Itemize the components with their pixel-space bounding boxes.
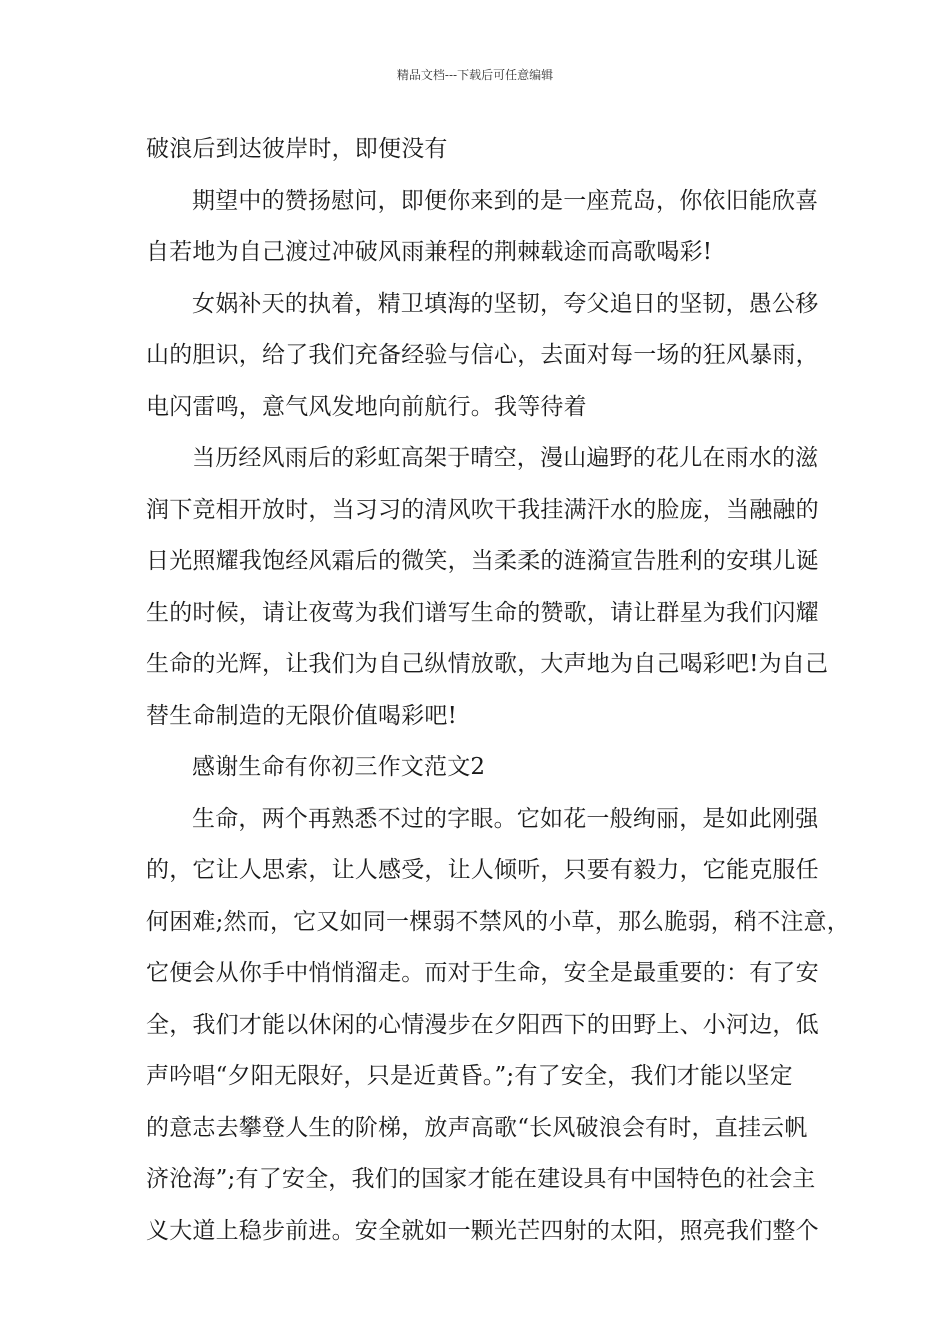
text-line: 电闪雷鸣，意气风发地向前航行。我等待着 xyxy=(146,393,587,420)
text-line: 何困难;然而，它又如同一棵弱不禁风的小草，那么脆弱，稍不注意， xyxy=(146,908,850,935)
paragraph-start-line: 女娲补天的执着，精卫填海的坚韧，夸父追日的坚韧，愚公移 xyxy=(192,290,819,317)
text-line: 替生命制造的无限价值喝彩吧! xyxy=(146,702,458,729)
text-line: 山的胆识，给了我们充备经验与信心，去面对每一场的狂风暴雨， xyxy=(146,342,819,368)
paragraph-start-line: 生命，两个再熟悉不过的字眼。它如花一般绚丽，是如此刚强 xyxy=(192,805,819,832)
text-line: 的意志去攀登人生的阶梯，放声高歌“长风破浪会有时，直挂云帆 xyxy=(146,1114,808,1141)
text-line: 破浪后到达彼岸时，即便没有 xyxy=(146,136,448,162)
document-body xyxy=(146,127,850,1260)
text-line: 自若地为自己渡过冲破风雨兼程的荆棘载途而高歌喝彩! xyxy=(146,239,713,265)
text-line: 义大道上稳步前进。安全就如一颗光芒四射的太阳，照亮我们整个 xyxy=(146,1217,819,1244)
paragraph-start-line: 当历经风雨后的彩虹高架于晴空，漫山遍野的花儿在雨水的滋 xyxy=(192,445,819,471)
text-line: 声吟唱“夕阳无限好，只是近黄昏。”;有了安全，我们才能以坚定 xyxy=(146,1063,793,1089)
text-line: 的，它让人思索，让人感受，让人倾听，只要有毅力，它能克服任 xyxy=(146,857,819,883)
page-header: 精品文档---下载后可任意编辑 xyxy=(396,68,554,82)
text-line: 生的时候，请让夜莺为我们谱写生命的赞歌，请让群星为我们闪耀 xyxy=(146,599,819,626)
text-line: 济沧海”;有了安全，我们的国家才能在建设具有中国特色的社会主 xyxy=(146,1166,816,1192)
section-title: 感谢生命有你初三作文范文2 xyxy=(192,754,486,780)
text-line: 日光照耀我饱经风霜后的微笑，当柔柔的涟漪宣告胜利的安琪儿诞 xyxy=(146,548,819,574)
paragraph-start-line: 期望中的赞扬慰问，即便你来到的是一座荒岛，你依旧能欣喜 xyxy=(192,187,819,214)
text-line: 全，我们才能以休闲的心情漫步在夕阳西下的田野上、小河边，低 xyxy=(146,1011,819,1038)
text-line: 它便会从你手中悄悄溜走。而对于生命，安全是最重要的：有了安 xyxy=(146,960,819,986)
text-line: 润下竞相开放时，当习习的清风吹干我挂满汗水的脸庞，当融融的 xyxy=(146,496,819,523)
text-line: 生命的光辉，让我们为自己纵情放歌，大声地为自己喝彩吧!为自己 xyxy=(146,651,829,677)
